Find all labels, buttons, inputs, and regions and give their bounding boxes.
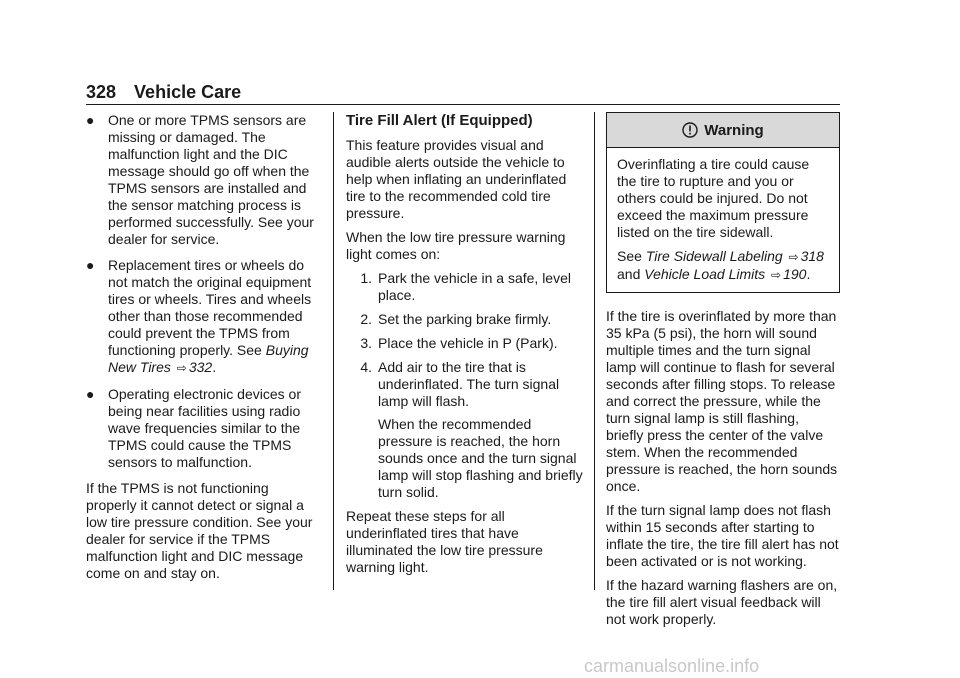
warning-box bbox=[606, 112, 840, 293]
column-1 bbox=[86, 112, 322, 589]
cross-reference-link[interactable]: Buying New Tires bbox=[108, 342, 309, 375]
cross-reference-link[interactable]: Vehicle Load Limits bbox=[644, 266, 766, 282]
step-item: 3. Place the vehicle in P (Park). bbox=[360, 335, 558, 351]
step-item: 1. Park the vehicle in a safe, level place. bbox=[360, 270, 571, 303]
section-title: Vehicle Care bbox=[134, 82, 242, 102]
page-ref[interactable]: 190 bbox=[783, 266, 807, 282]
bullet-icon: ● bbox=[86, 386, 95, 402]
page-ref-arrow-icon: ⇨ bbox=[176, 361, 187, 375]
body-paragraph: Repeat these steps for all underinflated tires that have illuminated the low tire pressure warning light. bbox=[346, 508, 543, 575]
body-paragraph: When the low tire pressure warning light comes on: bbox=[346, 229, 566, 262]
page-ref[interactable]: 332 bbox=[188, 359, 213, 375]
watermark: carmanualsonline.info bbox=[584, 656, 760, 676]
body-paragraph: This feature provides visual and audible alerts outside the vehicle to help when inflating an underinflated tire to the recommended cold tire pressure. bbox=[346, 137, 567, 221]
bullet-icon: ● bbox=[86, 112, 95, 128]
body-paragraph: If the tire is overinflated by more than 35 kPa (5 psi), the horn will sound multiple times and the turn signal lamp will continue to flash for several seconds after filling stops. To release and correct the pressure, while the turn signal lamp is still flashing, briefly press the center of the valve stem. When the recommended pressure is reached, the horn sounds once. bbox=[606, 308, 838, 494]
cross-reference-link[interactable]: Tire Sidewall Labeling bbox=[645, 248, 783, 264]
page-number: 328 bbox=[86, 82, 117, 102]
page-ref-arrow-icon: ⇨ bbox=[788, 250, 799, 264]
warning-title: Warning bbox=[704, 121, 764, 139]
body-paragraph: If the turn signal lamp does not flash within 15 seconds after starting to inflate the tire, the tire fill alert has not been activated or is not working. bbox=[606, 502, 839, 569]
page-header bbox=[86, 82, 241, 103]
step-detail: When the recommended pressure is reached, the horn sounds once and the turn signal lamp will stop flashing and briefly turn solid. bbox=[378, 416, 583, 500]
column-divider bbox=[333, 112, 334, 590]
page-ref-arrow-icon: ⇨ bbox=[771, 268, 782, 282]
bullet-item: ● Operating electronic devices or being near facilities using radio wave frequencies similar to the TPMS could cause the TPMS sensors to malfunction. bbox=[86, 386, 301, 470]
bullet-item: ● One or more TPMS sensors are missing or damaged. The malfunction light and the DIC message should go off when the TPMS sensors are installed and the sensor matching process is performed successfully. See your dealer for service. bbox=[86, 112, 314, 247]
column-3 bbox=[606, 112, 840, 635]
step-item: 4. Add air to the tire that is underinflated. The turn signal lamp will flash. bbox=[360, 359, 560, 409]
column-2 bbox=[346, 112, 584, 583]
section-heading: Tire Fill Alert (If Equipped) bbox=[346, 112, 533, 129]
body-paragraph: If the hazard warning flashers are on, the tire fill alert visual feedback will not work properly. bbox=[606, 577, 838, 627]
warning-icon bbox=[682, 122, 698, 138]
column-divider bbox=[594, 112, 595, 590]
step-item: 2. Set the parking brake firmly. bbox=[360, 311, 552, 327]
bullet-icon: ● bbox=[86, 257, 95, 273]
header-rule bbox=[86, 104, 840, 105]
warning-body: Overinflating a tire could cause the tire to rupture and you or others could be injured. Do not exceed the maximum pressure listed on the tire sidewall. See Tire Sidewall Labeling ⇨ 318 and Vehicle Load Limits ⇨ 190. bbox=[617, 156, 824, 282]
body-paragraph: If the TPMS is not functioning properly it cannot detect or signal a low tire pressure condition. See your dealer for service if the TPMS malfunction light and DIC message come on and stay on. bbox=[86, 480, 313, 581]
page-ref[interactable]: 318 bbox=[800, 248, 824, 264]
bullet-item: ● Replacement tires or wheels do not match the original equipment tires or wheels. Tires and wheels other than those recommended could prevent the TPMS from functioning properly. See Buying New Tires ⇨ 332. bbox=[86, 257, 312, 375]
warning-header bbox=[607, 113, 839, 148]
